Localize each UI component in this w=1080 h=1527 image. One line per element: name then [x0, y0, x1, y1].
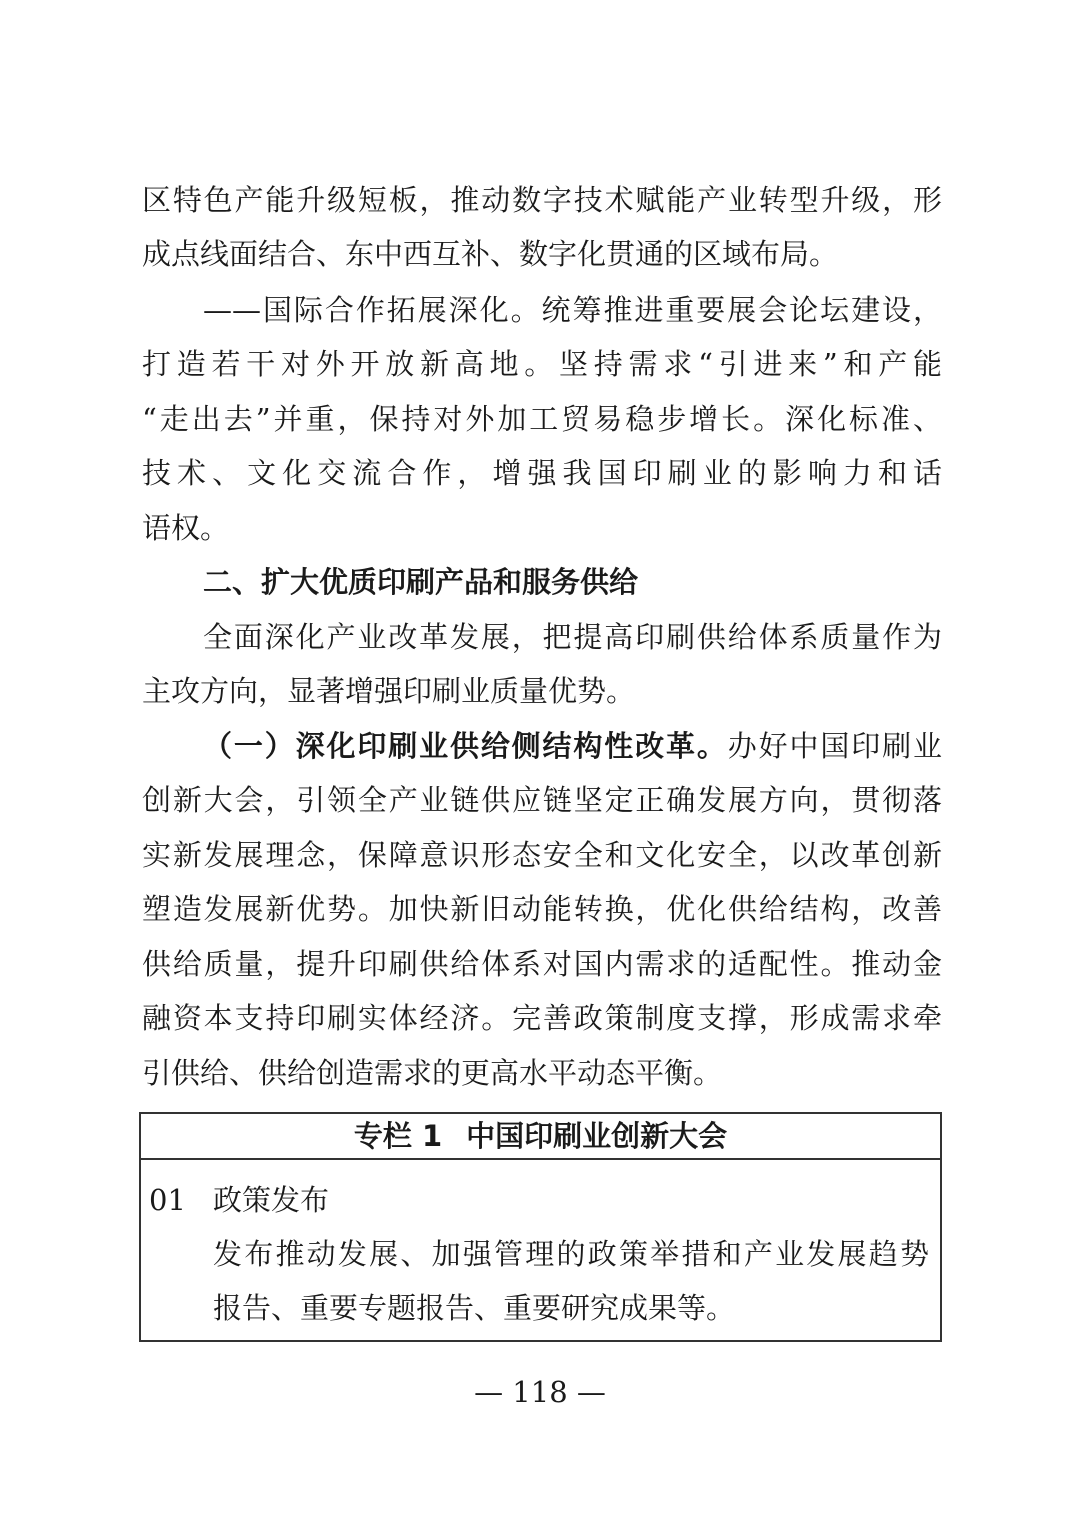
box-item-title: 政策发布: [213, 1183, 330, 1217]
column-box-heading: 中国印刷业创新大会: [466, 1119, 728, 1153]
box-item-text: 报告、重要专题报告、重要研究成果等。: [213, 1291, 736, 1325]
body-line: 全面深化产业改革发展，把提高印刷供给体系质量作为: [203, 620, 942, 654]
column-box-label: 专栏 1: [353, 1119, 443, 1153]
body-line: 打造若干对外开放新高地。坚持需求“引进来”和产能: [142, 347, 942, 381]
box-item-text: 发布推动发展、加强管理的政策举措和产业发展趋势: [213, 1237, 929, 1271]
body-line: 语权。: [142, 511, 230, 545]
body-line: ——国际合作拓展深化。统筹推进重要展会论坛建设，: [203, 293, 942, 327]
body-line: 区特色产能升级短板，推动数字技术赋能产业转型升级，形: [142, 183, 942, 217]
box-item-number: 01: [149, 1183, 186, 1217]
body-line-rest: 办好中国印刷业: [727, 729, 942, 763]
body-line: 主攻方向，显著增强印刷业质量优势。: [142, 674, 636, 708]
body-line: 塑造发展新优势。加快新旧动能转换，优化供给结构，改善: [142, 892, 942, 926]
section-heading: 二、扩大优质印刷产品和服务供给: [203, 565, 639, 599]
body-line: 引供给、供给创造需求的更高水平动态平衡。: [142, 1056, 723, 1090]
body-line: 成点线面结合、东中西互补、数字化贯通的区域布局。: [142, 237, 839, 271]
body-line: 技术、文化交流合作，增强我国印刷业的影响力和话: [142, 456, 942, 490]
column-box: [139, 1112, 942, 1342]
body-line: 供给质量，提升印刷供给体系对国内需求的适配性。推动金: [142, 947, 942, 981]
body-line: 创新大会，引领全产业链供应链坚定正确发展方向，贯彻落: [142, 783, 942, 817]
body-line: 实新发展理念，保障意识形态安全和文化安全，以改革创新: [142, 838, 942, 872]
body-line: “走出去”并重，保持对外加工贸易稳步增长。深化标准、: [142, 402, 942, 436]
column-box-title: [141, 1114, 940, 1160]
page-number: — 118 —: [474, 1375, 606, 1409]
body-line: 融资本支持印刷实体经济。完善政策制度支撑，形成需求牵: [142, 1001, 942, 1035]
subsection-lead: （一）深化印刷业供给侧结构性改革。: [203, 729, 728, 763]
body-line-with-bold-lead: [203, 726, 942, 766]
